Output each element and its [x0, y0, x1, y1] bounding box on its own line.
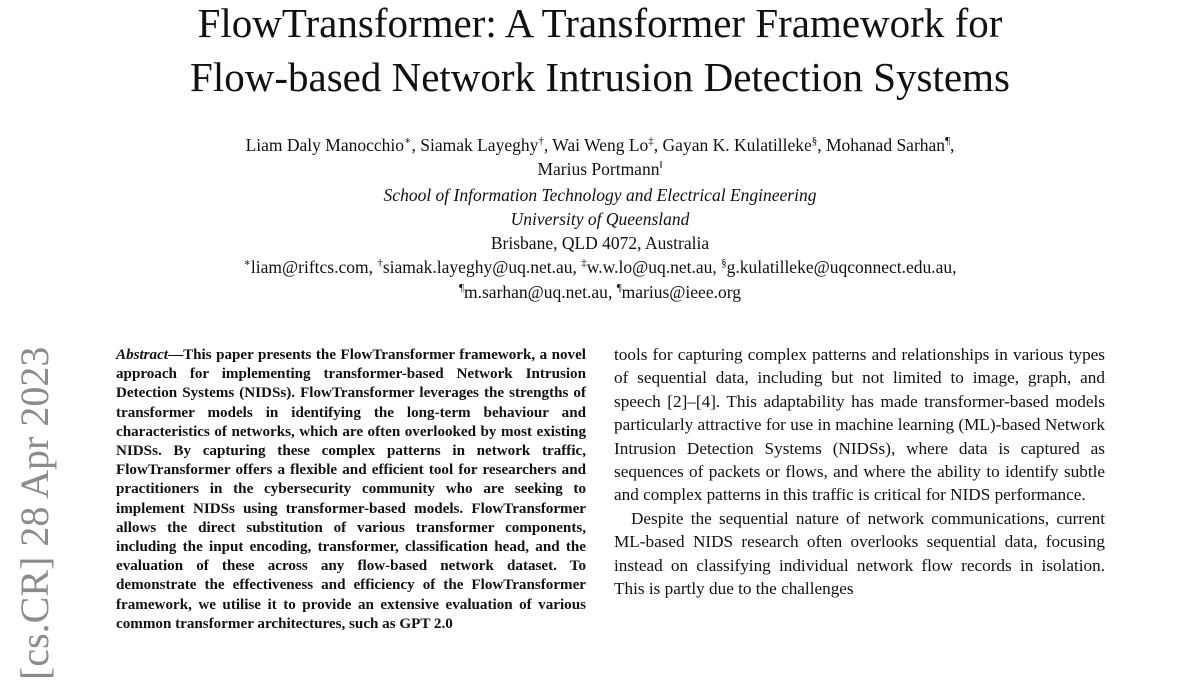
intro-paragraph-2: Despite the sequential nature of network communications, current ML-based NIDS research often overlooks sequential data, focusing instead on classifying individual network flow records in isolation. This is partly due to the challenges: [614, 508, 1105, 599]
author-name: Mohanad Sarhan: [825, 135, 946, 155]
paper-title-line-2: Flow-based Network Intrusion Detection Systems: [190, 54, 1010, 100]
email-mark: ¶: [616, 282, 622, 294]
abstract-lead: Abstract: [116, 347, 168, 363]
author-name: Wai Weng Lo: [552, 135, 649, 155]
email-address: liam@riftcs.com: [250, 257, 369, 277]
email-address: m.sarhan@uq.net.au: [464, 282, 608, 302]
author-name: Marius Portmann: [537, 159, 660, 179]
email-mark: †: [377, 257, 383, 269]
affiliation-school: School of Information Technology and Electrical Engineering: [383, 185, 817, 205]
author-name: Liam Daly Manocchio: [245, 135, 405, 155]
author-mark: ‡: [648, 135, 654, 147]
author-name: Gayan K. Kulatilleke: [662, 135, 812, 155]
arxiv-stamp: [cs.CR] 28 Apr 2023: [12, 346, 57, 680]
author-mark: ∗: [404, 135, 412, 147]
email-address: marius@ieee.org: [621, 282, 741, 302]
email-mark: §: [721, 257, 727, 269]
email-mark: ¶: [459, 282, 464, 294]
abstract-body: —This paper presents the FlowTransformer framework, a novel approach for implementing transformer-based Network Intrusion Detection Systems (NIDSs). FlowTransformer leverages the strengths of transformer models in identifying the long-term behaviour and characteristics of networks, which are often overlooked by most existing NIDSs. By capturing these complex patterns in network traffic, FlowTransformer offers a flexible and efficient tool for researchers and practitioners in the cybersecurity community who are seeking to implement NIDSs using transformer-based models. FlowTransformer allows the direct substitution of various transformer components, including the input encoding, transformer, classification head, and the evaluation of these across any flow-based network dataset. To demonstrate the effectiveness and efficiency of the FlowTransformer framework, we utilise it to provide an extensive evaluation of various common transformer architectures, such as GPT 2.0: [116, 347, 586, 632]
author-mark: §: [811, 135, 818, 147]
author-name: Siamak Layeghy: [420, 135, 539, 155]
author-list-line-2: [0, 158, 1200, 180]
email-address: g.kulatilleke@uqconnect.edu.au: [726, 257, 953, 277]
email-list-line-2: ¶m.sarhan@uq.net.au, ¶marius@ieee.org: [459, 282, 741, 302]
affiliation-address: Brisbane, QLD 4072, Australia: [490, 233, 710, 253]
email-list: ∗liam@riftcs.com, †siamak.layeghy@uq.net.au, ‡w.w.lo@uq.net.au, §g.kulatilleke@uqconnect.edu.au,: [243, 257, 957, 277]
affiliation-university: University of Queensland: [510, 209, 690, 229]
email-address: w.w.lo@uq.net.au: [586, 257, 713, 277]
intro-paragraph-1: tools for capturing complex patterns and relationships in various types of sequential data, including but not limited to image, graph, and speech [2]–[4]. This adaptability has made transformer-based models particularly attractive for use in machine learning (ML)-based Network Intrusion Detection Systems (NIDSs), where data is captured as sequences of packets or flows, and where the ability to identify subtle and complex patterns in this traffic is critical for NIDS performance.: [614, 345, 1105, 505]
email-mark: ∗: [243, 257, 251, 269]
author-list: Liam Daly Manocchio∗, Siamak Layeghy†, Wai Weng Lo‡, Gayan K. Kulatilleke§, Mohanad Sarhan¶,: [245, 135, 955, 155]
email-mark: ‡: [581, 257, 587, 269]
author-mark: ¶: [945, 135, 951, 147]
author-mark: †: [538, 135, 544, 147]
author-mark: ‖: [659, 159, 663, 171]
abstract: [116, 346, 586, 634]
introduction-text: [614, 343, 1105, 600]
paper-title-line-1: FlowTransformer: A Transformer Framework for: [197, 0, 1003, 46]
email-address: siamak.layeghy@uq.net.au: [382, 257, 573, 277]
